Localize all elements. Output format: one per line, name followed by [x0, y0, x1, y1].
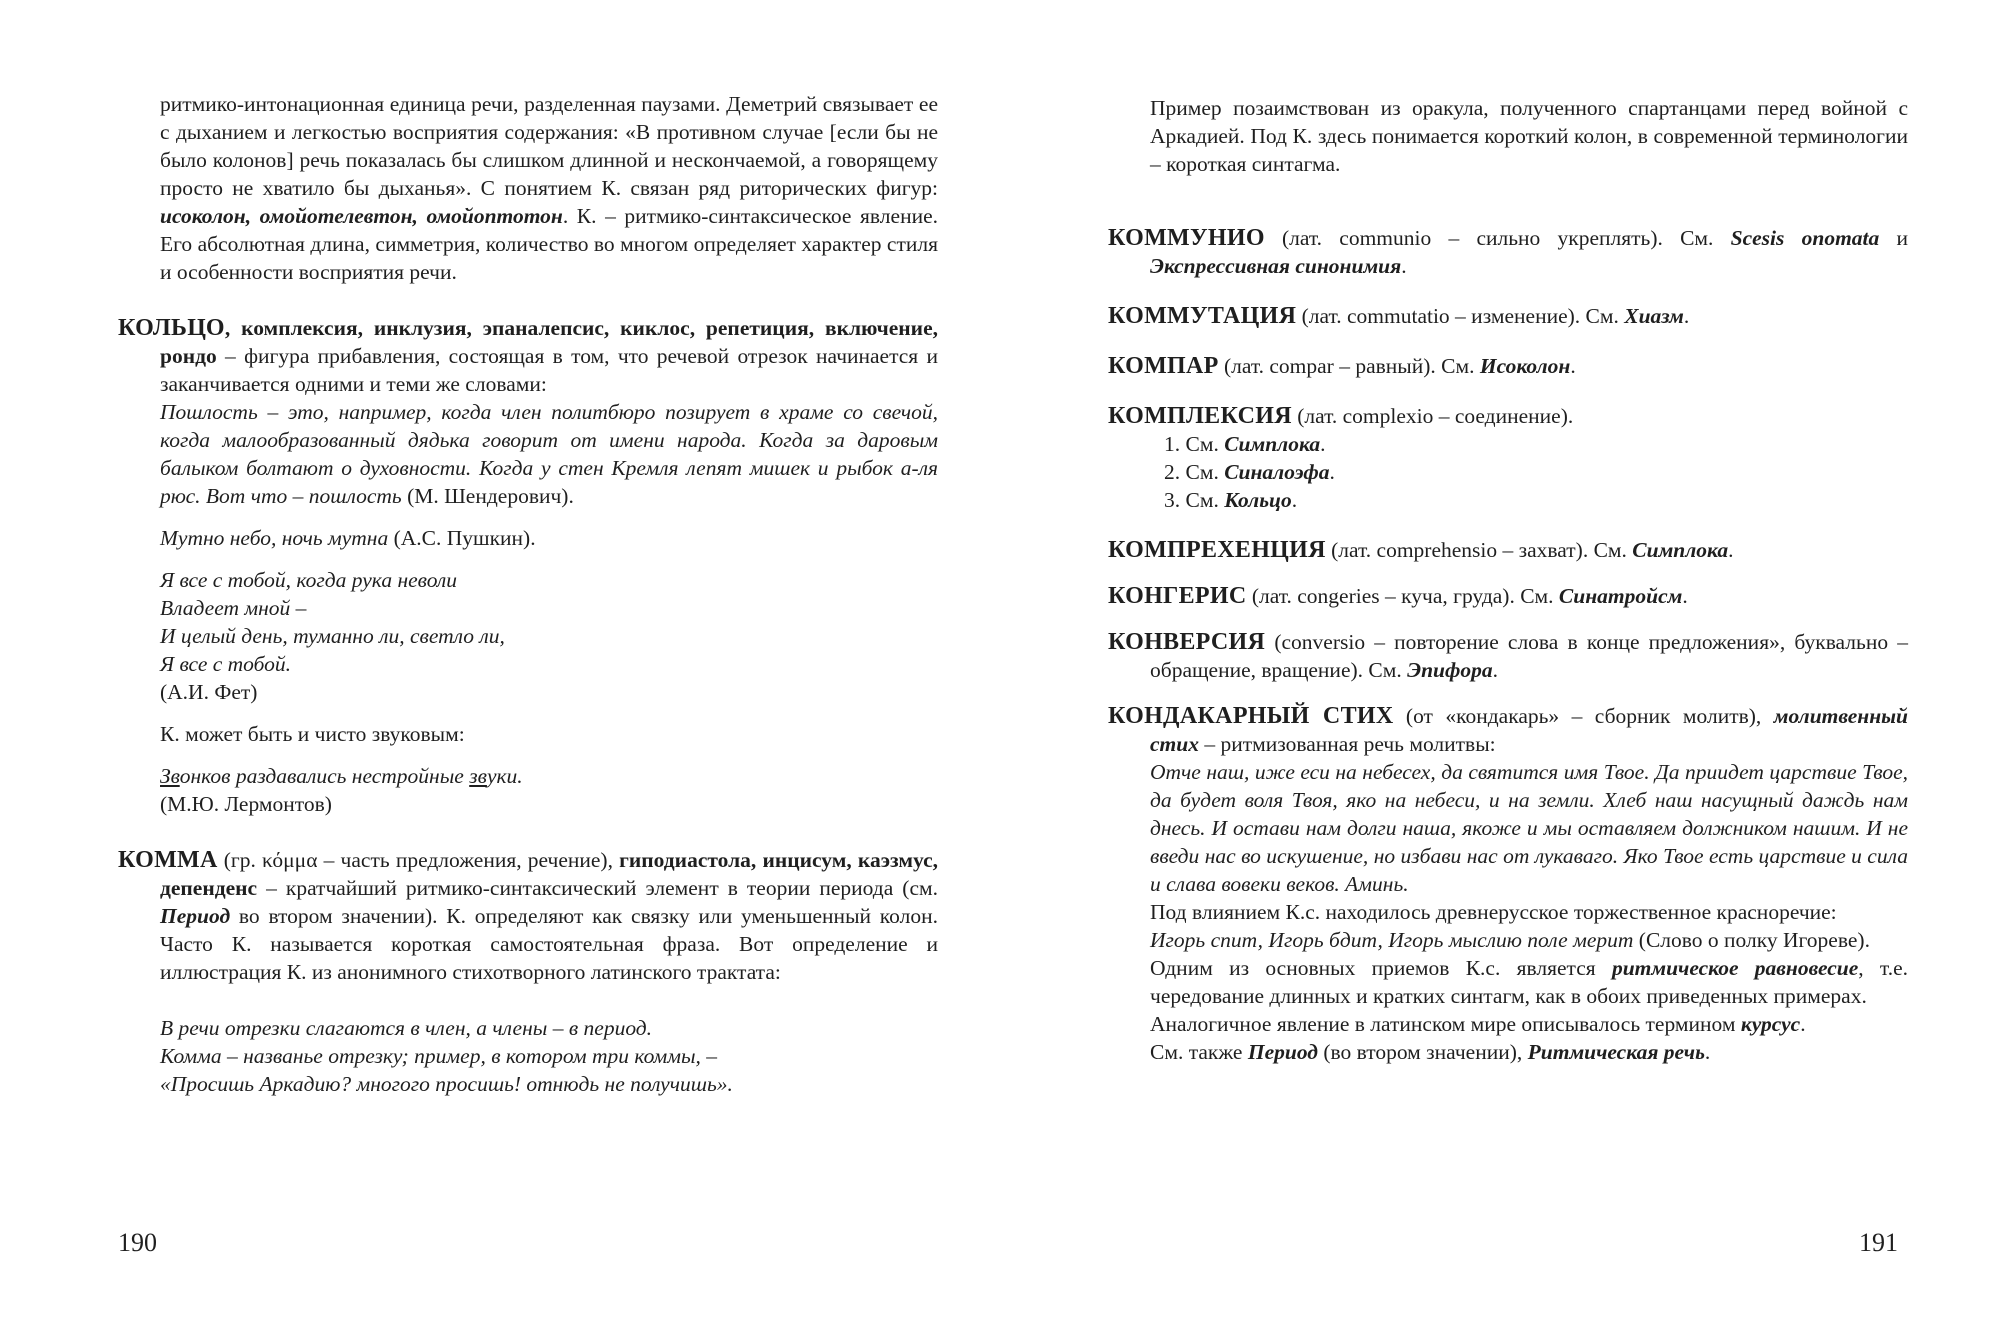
entry-synonyms: , комплексия, инклузия, эпаналепсис, киклос, репетиция, включение, рондо — [160, 316, 938, 368]
cross-reference: Исоколон — [1479, 354, 1571, 378]
cross-reference: ритмическое равновесие — [1611, 956, 1859, 980]
page-number: 190 — [118, 1228, 157, 1257]
page-number: 191 — [1859, 1228, 1898, 1257]
sound-note: К. может быть и чисто звуковым: — [160, 722, 465, 746]
example-quote: Мутно небо, ночь мутна (А.С. Пушкин). — [160, 526, 536, 550]
latin-note: Аналогичное явление в латинском мире описывалось термином курсус. — [1150, 1012, 1806, 1036]
entry-kongeris: КОНГЕРИС (лат. congeries – куча, груда). См. Синатройсм. — [1108, 583, 1688, 609]
entry-kommunio: КОММУНИО (лат. communio – сильно укреплять). См. Scesis onomata и Экспрессивная синонимия. — [1108, 225, 1909, 278]
prayer-quote: Отче наш, иже еси на небесех, да святится имя Твое. Да приидет царствие Твое, да будет воля Твоя, яко на небеси, и на земли. Хлеб наш насущный даждь нам днесь. И остави нам долги наша, якоже и мы оставляем должником нашим. И не введи нас во искушение, но избави нас от лукаваго. Яко Твое есть царствие и сила и слава вовеки веков. Аминь. — [1150, 760, 1908, 896]
left-column — [118, 90, 938, 1098]
cross-reference: Эпифора — [1407, 658, 1493, 682]
verse-quote: В речи отрезки слагаются в член, а члены – в период. Комма – названье отрезку; пример, в котором три коммы, – «Просишь Аркадию? многого просишь! отнюдь не получишь». — [160, 1016, 733, 1096]
entry-term: КОММА — [118, 847, 218, 873]
example-quote: Игорь спит, Игорь бдит, Игорь мыслию поле мерит (Слово о полку Игореве). — [1150, 928, 1870, 952]
entry-synonyms: молитвенный стих — [1150, 704, 1909, 756]
cross-reference: Кольцо — [1224, 488, 1292, 512]
cross-reference: Ритмическая речь — [1527, 1040, 1705, 1064]
example-quote: Пошлость – это, например, когда член политбюро позирует в храме со свечой, когда малообразованный дядька говорит от имени народа. Когда за даровым балыком болтают о духовности. Когда у стен Кремля лепят мишек и рыбок а-ля рюс. Вот что – пошлость (М. Шендерович). — [160, 400, 938, 508]
entry-kondakarny-stikh: КОНДАКАРНЫЙ СТИХ (от «кондакарь» – сборник молитв), молитвенный стих – ритмизованная речь молитвы: Отче наш, иже еси на небесех, да святится имя Твое. Да приидет царствие Твое, да будет воля Твоя, яко на небеси, и на земли. Хлеб наш насущный даждь нам днесь. И остави нам долги наша, якоже и мы оставляем должником нашим. И не введи нас во искушение, но избави нас от лукаваго. Яко Твое есть царствие и сила и слава вовеки веков. Аминь. Под влиянием К.с. находилось древнерусское торжественное красноречие: Игорь спит, Игорь бдит, Игорь мыслию поле мерит (Слово о полку Игореве). Одним из основных приемов К.с. является ритмическое равновесие, т.е. чередование длинных и кратких синтагм, как в обоих приведенных примерах. Аналогичное явление в латинском мире описывалось термином курсус. См. также Период (во втором значении), Ритмическая речь. — [1108, 703, 1909, 1064]
sense-list: 1. См. Симплока. 2. См. Синалоэфа. 3. См. Кольцо. — [1164, 432, 1335, 512]
entry-synonyms: гиподиастола, инцисум, каэзмус, депенденс — [160, 848, 939, 900]
entry-kommutatsiya: КОММУТАЦИЯ (лат. commutatio – изменение). См. Хиазм. — [1108, 303, 1690, 329]
greek-word: κόμμα — [262, 848, 318, 872]
cross-reference: Период — [160, 904, 231, 928]
right-column — [1108, 94, 1908, 1066]
cross-reference: Синалоэфа — [1224, 460, 1330, 484]
cross-reference: Scesis onomata — [1730, 226, 1880, 250]
poem-quote: Я все с тобой, когда рука неволи Владеет мной – И целый день, туманно ли, светло ли, Я все с тобой. (А.И. Фет) — [160, 568, 505, 704]
cross-reference: Синатройсм — [1558, 584, 1683, 608]
entry-continuation: Пример позаимствован из оракула, полученного спартанцами перед войной с Аркадией. Под К. здесь понимается короткий колон, в современной терминологии – короткая синтагма. — [1150, 96, 1908, 176]
entry-komprehentsiya: КОМПРЕХЕНЦИЯ (лат. comprehensio – захват). См. Симплока. — [1108, 537, 1734, 563]
entry-konversiya: КОНВЕРСИЯ (conversio – повторение слова в конце предложения», буквально – обращение, вращение). См. Эпифора. — [1108, 629, 1908, 682]
cross-reference: Период — [1247, 1040, 1318, 1064]
right-page — [1000, 0, 2000, 1321]
sound-example: Звонков раздавались нестройные звуки. (М.Ю. Лермонтов) — [160, 764, 523, 816]
see-also: См. также Период (во втором значении), Ритмическая речь. — [1150, 1040, 1711, 1064]
entry-continuation: ритмико-интонационная единица речи, разделенная паузами. Деметрий связывает ее с дыханием и легкостью восприятия содержания: «В противном случае [если бы не было колонов] речь показалась бы слишком длинной и нескончаемой, а говорящему просто не хватило бы дыханья». С понятием К. связан ряд риторических фигур: исоколон, омойотелевтон, омойоптотон. К. – ритмико-синтаксическое явление. Его абсолютная длина, симметрия, количество во многом определяет характер стиля и особенности восприятия речи. — [160, 92, 938, 284]
entry-term: КОЛЬЦО — [118, 315, 225, 341]
cross-reference: Симплока — [1632, 538, 1729, 562]
figure-list: исоколон, омойотелевтон, омойоптотон — [160, 204, 563, 228]
cross-reference: Хиазм — [1624, 304, 1684, 328]
entry-kompar: КОМПАР (лат. compar – равный). См. Исоколон. — [1108, 353, 1576, 379]
cross-reference: Экспрессивная синонимия — [1150, 254, 1402, 278]
cross-reference: Симплока — [1224, 432, 1321, 456]
influence-note: Под влиянием К.с. находилось древнерусское торжественное красноречие: — [1150, 900, 1837, 924]
entry-kompleksiya: КОМПЛЕКСИЯ (лат. complexio – соединение). 1. См. Симплока. 2. См. Синалоэфа. 3. См. Кольцо. — [1108, 402, 1908, 514]
method-note: Одним из основных приемов К.с. является ритмическое равновесие, т.е. чередование длинных и кратких синтагм, как в обоих приведенных примерах. — [1150, 956, 1908, 1008]
entry-komma: КОММА (гр. κόμμα – часть предложения, речение), гиподиастола, инцисум, каэзмус, депенденс – кратчайший ритмико-синтаксический элемент в теории периода (см. Период во втором значении). К. определяют как связку или уменьшенный колон. Часто К. называется короткая самостоятельная фраза. Вот определение и иллюстрация К. из анонимного стихотворного латинского трактата: В речи отрезки слагаются в член, а члены – в период. Комма – названье отрезку; пример, в котором три коммы, – «Просишь Аркадию? многого просишь! отнюдь не получишь». — [118, 847, 939, 1096]
entry-koltso: КОЛЬЦО, комплексия, инклузия, эпаналепсис, киклос, репетиция, включение, рондо – фигура прибавления, состоящая в том, что речевой отрезок начинается и заканчивается одними и теми же словами: Пошлость – это, например, когда член политбюро позирует в храме со свечой, когда малообразованный дядька говорит от имени народа. Когда за даровым балыком болтают о духовности. Когда у стен Кремля лепят мишек и рыбок а-ля рюс. Вот что – пошлость (М. Шендерович). Мутно небо, ночь мутна (А.С. Пушкин). Я все с тобой, когда рука неволи Владеет мной – И целый день, туманно ли, светло ли, Я все с тобой. (А.И. Фет) К. может быть и чисто звуковым: Звонков раздавались нестройные звуки. (М.Ю. Лермонтов) — [118, 315, 938, 816]
cross-reference: курсус — [1740, 1012, 1801, 1036]
